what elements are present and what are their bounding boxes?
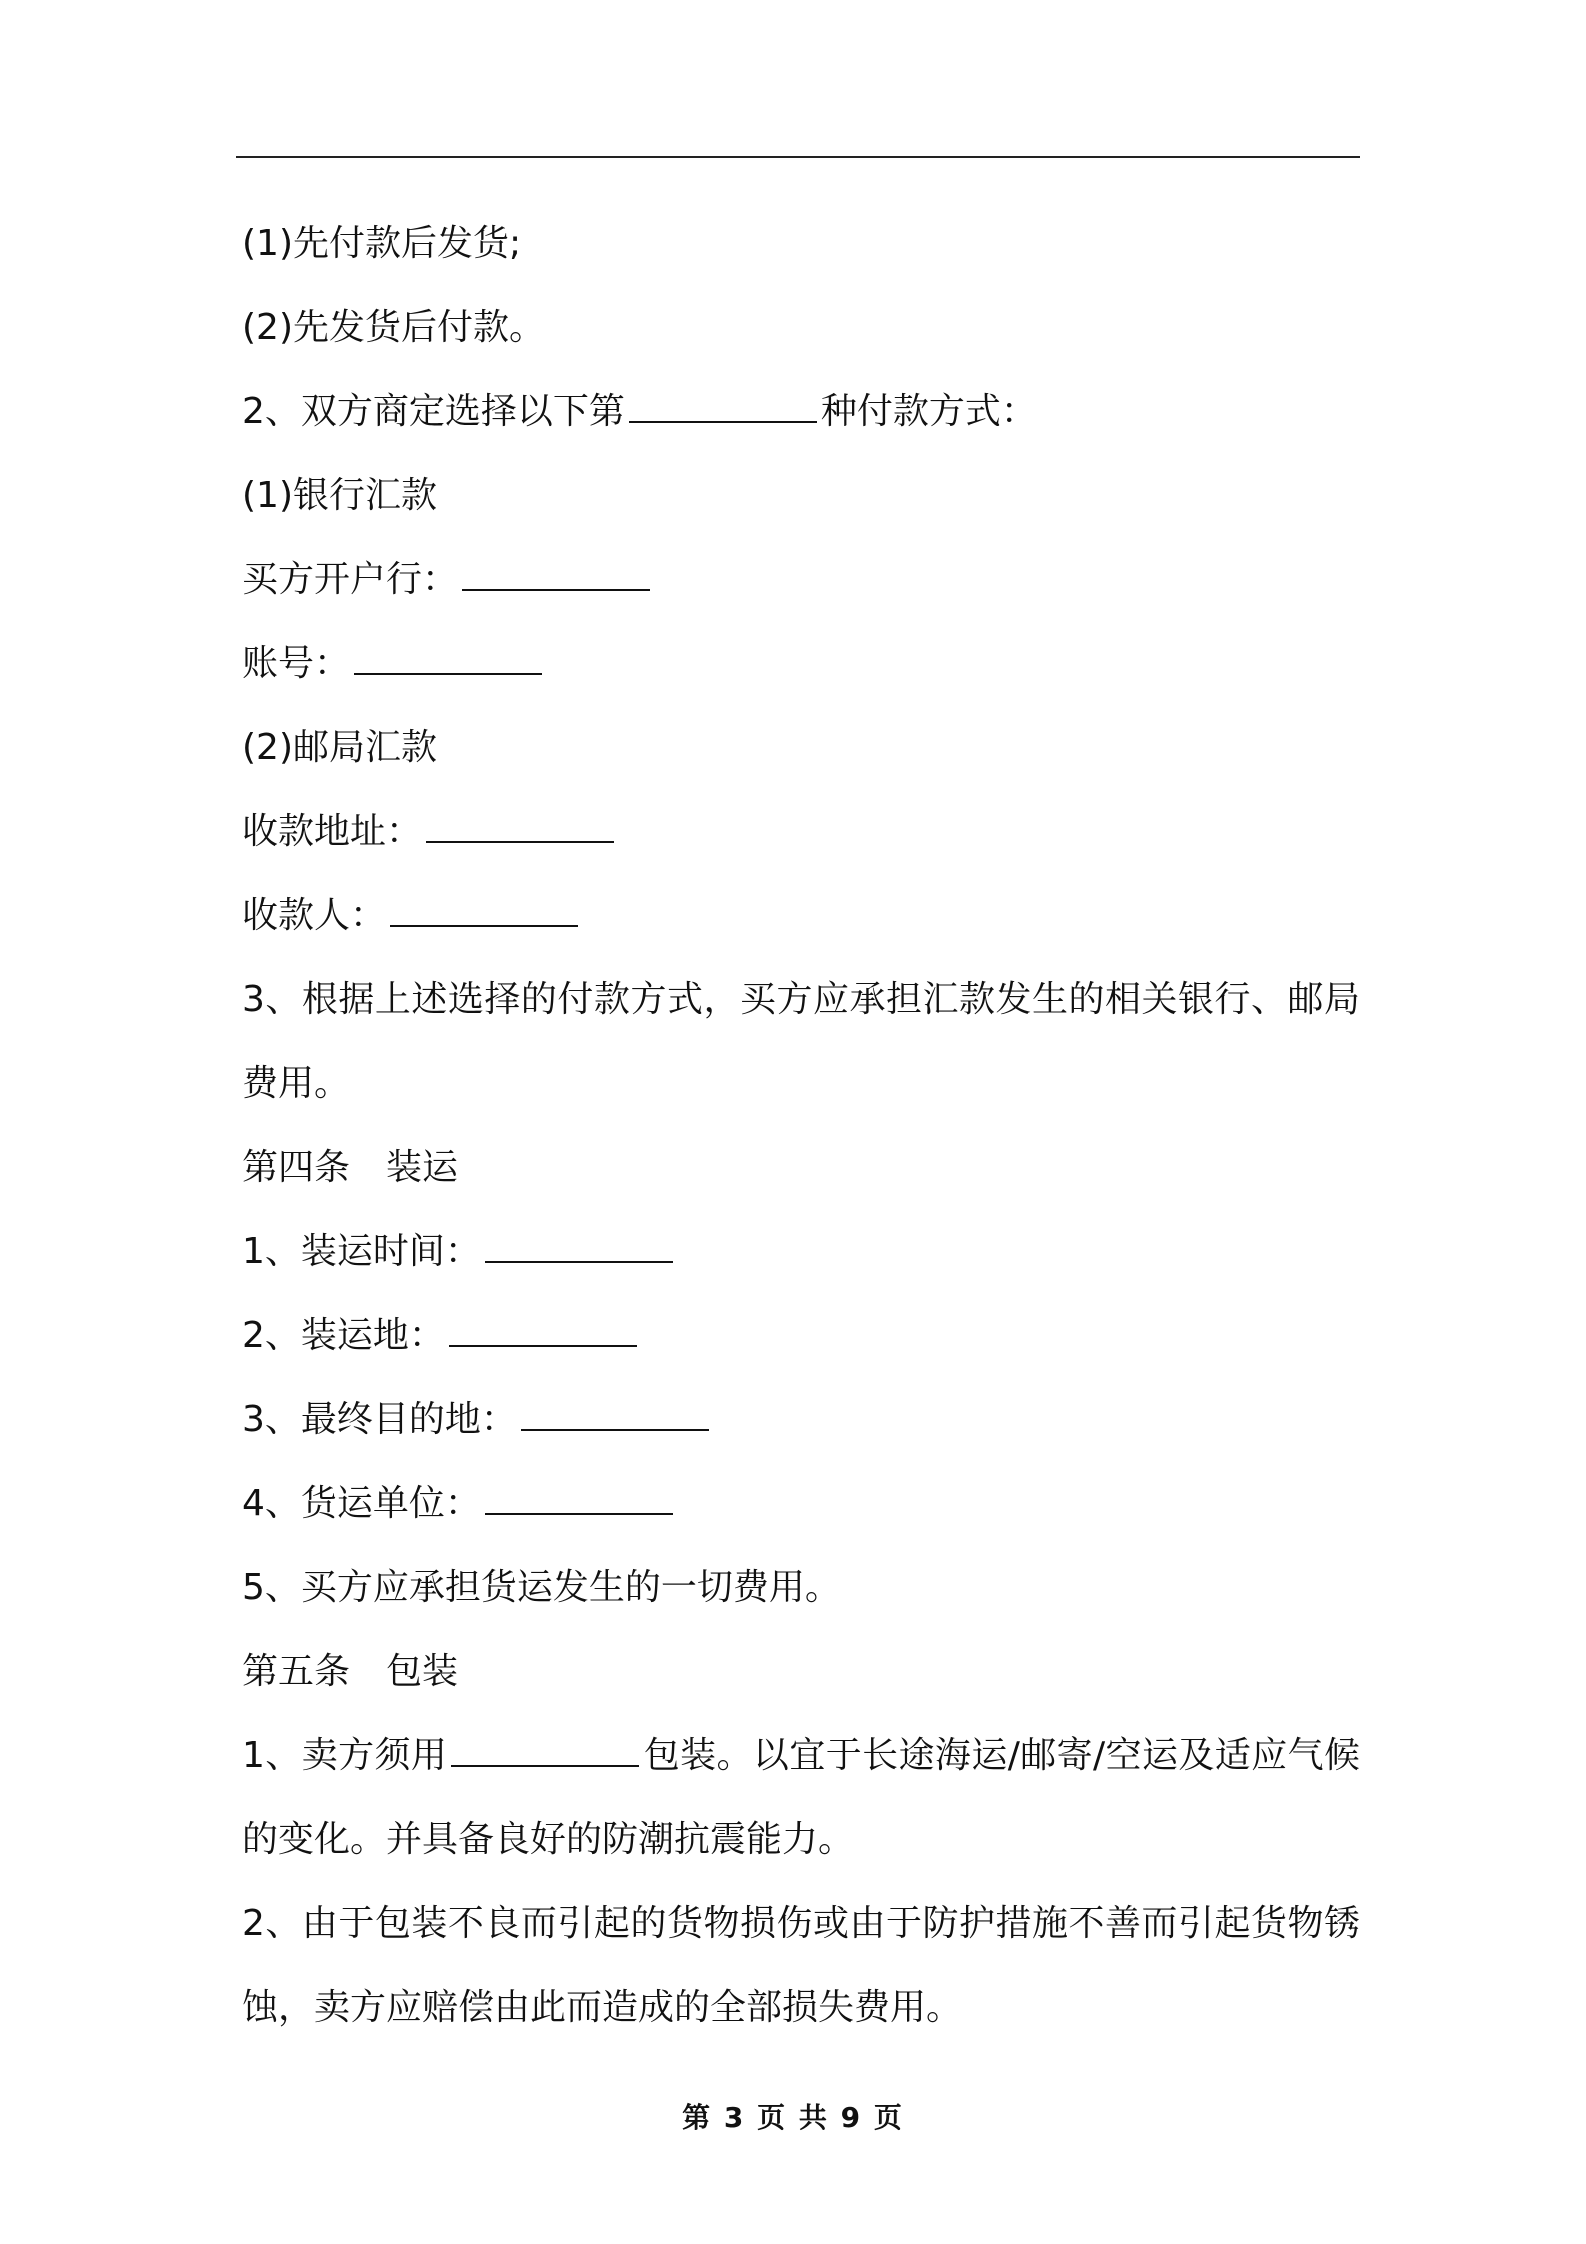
carrier-line: 4、货运单位： (242, 1462, 1360, 1546)
shipping-place-line: 2、装运地： (242, 1294, 1360, 1378)
remittance-fee-clause: 3、根据上述选择的付款方式，买方应承担汇款发生的相关银行、邮局费用。 (242, 979, 1360, 1104)
article-five-heading: 第五条 包装 (242, 1651, 459, 1692)
buyer-bank-line: 买方开户行： (242, 538, 1360, 622)
payee-blank[interactable] (390, 895, 578, 927)
bank-transfer-heading: (1)银行汇款 (242, 475, 437, 516)
payee-address-line: 收款地址： (242, 790, 1360, 874)
buyer-bank-blank[interactable] (462, 559, 650, 591)
final-destination-blank[interactable] (521, 1399, 709, 1431)
freight-cost-clause: 5、买方应承担货运发生的一切费用。 (242, 1567, 841, 1608)
shipping-time-line: 1、装运时间： (242, 1210, 1360, 1294)
payment-method-choice: 2、双方商定选择以下第 种付款方式： (242, 391, 1037, 432)
article-four-heading: 第四条 装运 (242, 1147, 459, 1188)
document-body (242, 202, 1360, 2050)
account-number-line: 账号： (242, 622, 1360, 706)
header-rule (236, 156, 1360, 158)
shipping-place-blank[interactable] (449, 1315, 637, 1347)
payment-option-postpay: (2)先发货后付款。 (242, 307, 545, 348)
final-destination-line: 3、最终目的地： (242, 1378, 1360, 1462)
payee-line: 收款人： (242, 874, 1360, 958)
payment-method-blank[interactable] (629, 391, 817, 423)
payment-option-prepay: (1)先付款后发货; (242, 223, 522, 264)
packaging-blank[interactable] (451, 1735, 639, 1767)
carrier-blank[interactable] (485, 1483, 673, 1515)
packaging-clause: 1、卖方须用 包装。以宜于长途海运/邮寄/空运及适应气候的变化。并具备良好的防潮抗震能力。 (242, 1735, 1360, 1860)
postal-transfer-heading: (2)邮局汇款 (242, 727, 437, 768)
packaging-damage-clause: 2、由于包装不良而引起的货物损伤或由于防护措施不善而引起货物锈蚀，卖方应赔偿由此而造成的全部损失费用。 (242, 1903, 1360, 2028)
payee-address-blank[interactable] (426, 811, 614, 843)
page-number: 第 3 页 共 9 页 (682, 2101, 904, 2134)
shipping-time-blank[interactable] (485, 1231, 673, 1263)
account-number-blank[interactable] (354, 643, 542, 675)
